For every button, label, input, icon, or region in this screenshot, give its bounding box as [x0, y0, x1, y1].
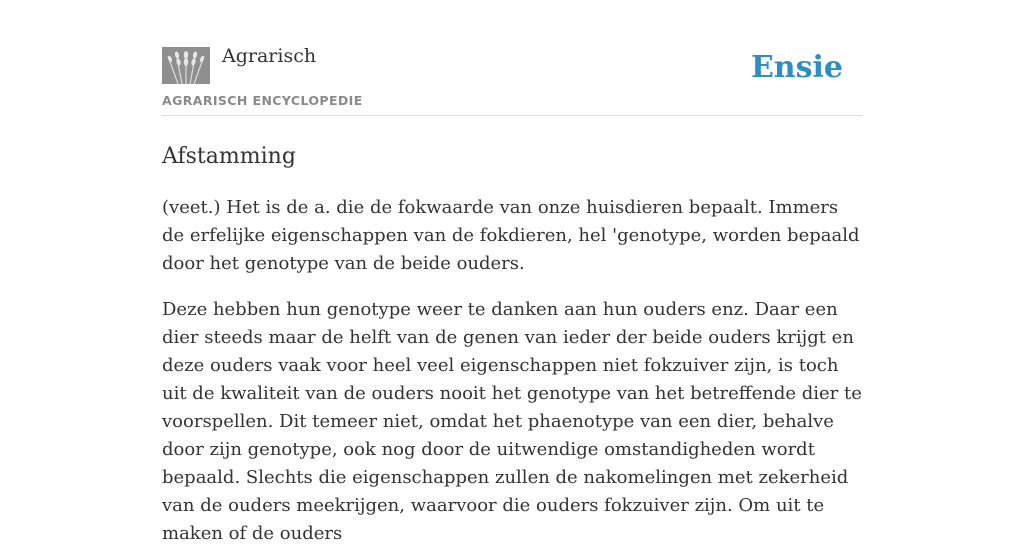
article-body	[162, 194, 862, 548]
source-subtitle: AGRARISCH ENCYCLOPEDIE	[162, 93, 363, 108]
article-page	[162, 0, 862, 544]
paragraph: Deze hebben hun genotype weer te danken aan hun ouders enz. Daar een dier steeds maar de helft van de genen van ieder der beide ouders krijgt en deze ouders vaak voor heel veel eigenschappen niet fokzuiver zijn, is toch uit de kwaliteit van de ouders nooit het genotype van het betreffende dier te voorspellen. Dit temeer niet, omdat het phaenotype van een dier, behalve door zijn genotype, ook nog door de uitwendige omstandigheden wordt bepaald. Slechts die eigenschappen zullen de nakomelingen met zekerheid van de ouders meekrijgen, waarvoor die ouders fokzuiver zijn. Om uit te maken of de ouders	[162, 299, 862, 544]
source-header	[162, 0, 862, 116]
wheat-ears-icon[interactable]	[162, 47, 210, 84]
source-name[interactable]: Agrarisch	[222, 45, 317, 67]
paragraph: (veet.) Het is de a. die de fokwaarde van onze huisdieren bepaalt. Immers de erfelijke eigenschappen van de fokdieren, hel 'genotype, worden bepaald door het genotype van de beide ouders.	[162, 197, 860, 274]
brand-logo[interactable]: Ensie	[750, 50, 843, 85]
article-title: Afstamming	[162, 144, 296, 169]
